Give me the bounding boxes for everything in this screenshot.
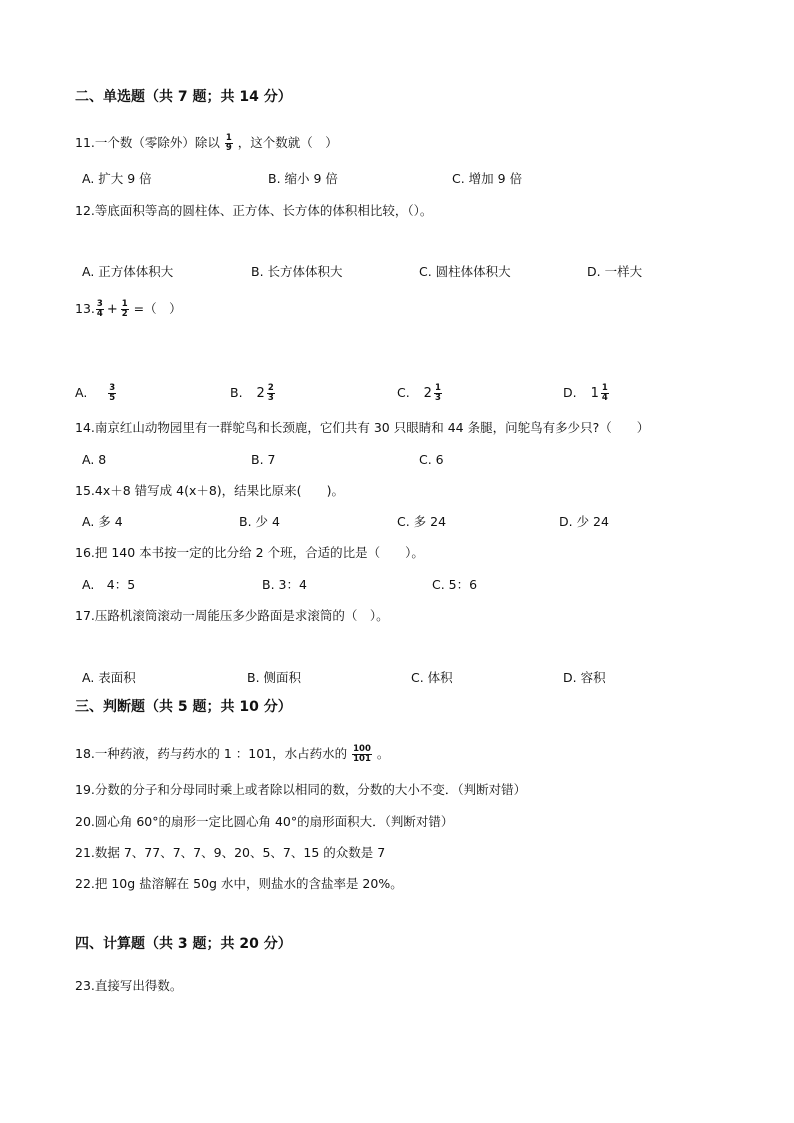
fraction-denominator: 5 — [109, 393, 116, 403]
option-label: B. — [230, 385, 243, 400]
option-label: A. — [75, 385, 88, 400]
option-fraction — [267, 384, 275, 403]
option-fraction — [108, 384, 116, 403]
option-16-b[interactable]: B. 3：4 — [262, 577, 307, 592]
mixed-whole: 2 — [256, 385, 265, 401]
fraction-numerator: 1 — [601, 383, 608, 393]
option-12-d[interactable]: D. 一样大 — [587, 264, 643, 279]
option-12-b[interactable]: B. 长方体体积大 — [251, 264, 343, 279]
question-13 — [75, 300, 182, 319]
plus-sign: + — [106, 301, 118, 317]
question-21: 21.数据 7、77、7、7、9、20、5、7、15 的众数是 7 — [75, 845, 386, 860]
option-fraction — [601, 384, 609, 403]
question-14: 14.南京红山动物园里有一群鸵鸟和长颈鹿，它们共有 30 只眼睛和 44 条腿，问鸵鸟有多少只?（ ） — [75, 420, 650, 435]
section-title-single-choice: 二、单选题（共 7 题；共 14 分） — [75, 89, 292, 105]
option-17-d[interactable]: D. 容积 — [563, 670, 606, 685]
question-23: 23.直接写出得数。 — [75, 978, 183, 993]
option-17-c[interactable]: C. 体积 — [411, 670, 453, 685]
fraction-one-ninth — [225, 134, 233, 153]
fraction-hundred-over-hundred-one — [352, 745, 372, 764]
option-label: C. — [397, 385, 410, 400]
question-16: 16.把 140 本书按一定的比分给 2 个班，合适的比是（ ）。 — [75, 545, 424, 560]
question-13-suffix: =（ ） — [129, 301, 182, 316]
section-title-true-false: 三、判断题（共 5 题；共 10 分） — [75, 699, 292, 715]
question-18 — [75, 745, 389, 764]
option-13-c[interactable] — [397, 384, 443, 403]
fraction-denominator: 101 — [353, 754, 371, 764]
fraction-numerator: 2 — [267, 383, 274, 393]
question-18-prefix: 18.一种药液，药与药水的 1 ：101，水占药水的 — [75, 746, 348, 761]
option-13-a[interactable] — [75, 384, 117, 403]
question-13-prefix: 13. — [75, 301, 95, 316]
question-11 — [75, 134, 338, 153]
fraction-denominator: 2 — [121, 309, 128, 319]
fraction-denominator: 4 — [96, 309, 103, 319]
option-16-c[interactable]: C. 5：6 — [432, 577, 478, 592]
option-11-c[interactable]: C. 增加 9 倍 — [452, 171, 523, 186]
fraction-denominator: 3 — [267, 393, 274, 403]
question-22: 22.把 10g 盐溶解在 50g 水中，则盐水的含盐率是 20%。 — [75, 876, 403, 891]
option-15-c[interactable]: C. 多 24 — [397, 514, 447, 529]
section-title-calculation: 四、计算题（共 3 题；共 20 分） — [75, 936, 292, 952]
option-15-a[interactable]: A. 多 4 — [82, 514, 123, 529]
option-14-a[interactable]: A. 8 — [82, 452, 107, 467]
option-14-b[interactable]: B. 7 — [251, 452, 276, 467]
fraction-numerator: 3 — [96, 299, 103, 309]
fraction-numerator: 1 — [434, 383, 441, 393]
mixed-whole: 2 — [423, 385, 432, 401]
option-13-b[interactable] — [230, 384, 276, 403]
fraction-numerator: 1 — [225, 133, 232, 143]
fraction-denominator: 4 — [601, 393, 608, 403]
question-11-prefix: 11.一个数（零除外）除以 — [75, 135, 220, 150]
option-15-b[interactable]: B. 少 4 — [239, 514, 280, 529]
option-13-d[interactable] — [563, 384, 610, 403]
option-11-b[interactable]: B. 缩小 9 倍 — [268, 171, 338, 186]
option-12-c[interactable]: C. 圆柱体体积大 — [419, 264, 511, 279]
question-17: 17.压路机滚筒滚动一周能压多少路面是求滚筒的（ ）。 — [75, 608, 389, 623]
question-11-suffix: ，这个数就（ ） — [237, 135, 338, 150]
option-fraction — [434, 384, 442, 403]
fraction-numerator: 3 — [109, 383, 116, 393]
question-19: 19.分数的分子和分母同时乘上或者除以相同的数，分数的大小不变．（判断对错） — [75, 782, 527, 797]
fraction-numerator: 100 — [353, 744, 371, 754]
fraction-denominator: 9 — [225, 143, 232, 153]
mixed-whole: 1 — [590, 385, 599, 401]
fraction-numerator: 1 — [121, 299, 128, 309]
option-15-d[interactable]: D. 少 24 — [559, 514, 609, 529]
option-17-b[interactable]: B. 侧面积 — [247, 670, 302, 685]
option-17-a[interactable]: A. 表面积 — [82, 670, 136, 685]
option-label: D. — [563, 385, 577, 400]
option-11-a[interactable]: A. 扩大 9 倍 — [82, 171, 152, 186]
question-20: 20.圆心角 60°的扇形一定比圆心角 40°的扇形面积大．（判断对错） — [75, 814, 454, 829]
question-12: 12.等底面积等高的圆柱体、正方体、长方体的体积相比较，（）。 — [75, 203, 433, 218]
option-14-c[interactable]: C. 6 — [419, 452, 444, 467]
option-12-a[interactable]: A. 正方体体积大 — [82, 264, 174, 279]
option-16-a[interactable]: A. 4：5 — [82, 577, 136, 592]
question-15: 15.4x＋8 错写成 4(x＋8)，结果比原来( )。 — [75, 483, 344, 498]
fraction-one-half — [121, 300, 129, 319]
fraction-three-quarters — [96, 300, 104, 319]
question-18-suffix: 。 — [376, 746, 390, 761]
fraction-denominator: 3 — [434, 393, 441, 403]
